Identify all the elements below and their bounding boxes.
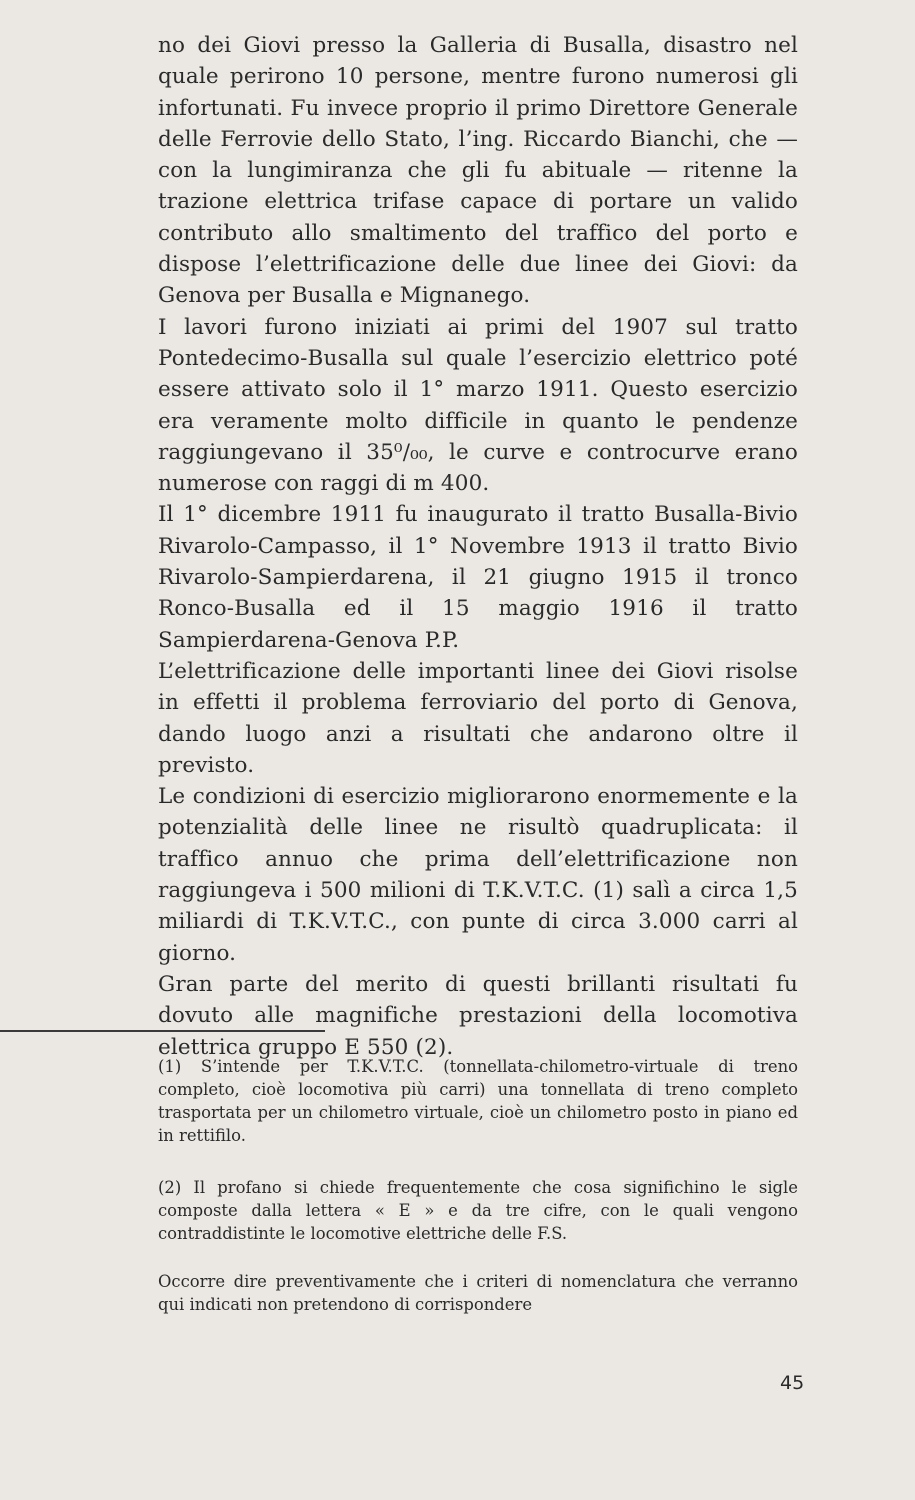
paragraph: no dei Giovi presso la Galleria di Busalla, disastro nel quale perirono 10 persone, mentre furono numerosi gli infortunati. Fu invece proprio il primo Direttore Generale delle Ferrovie dello Stato, l’ing. Riccardo Bianchi, che — con la lungimiranza che gli fu abituale — ritenne la trazione elettrica trifase capace di portare un valido contributo allo smaltimento del traffico del porto e dispose l’elettrificazione delle due linee dei Giovi: da Genova per Busalla e Mignanego.: [158, 33, 798, 309]
page-number: 45: [780, 1372, 805, 1394]
footnote-2-continuation: [158, 1270, 798, 1316]
footnote-separator: [0, 1030, 325, 1032]
paragraph: L’elettrificazione delle importanti linee dei Giovi risolse in effetti il problema ferroviario del porto di Genova, dando luogo anzi a risultati che andarono oltre il previsto.: [158, 658, 798, 778]
footnote-2: [158, 1176, 798, 1245]
paragraph: I lavori furono iniziati ai primi del 1907 sul tratto Pontedecimo-Busalla sul quale l’esercizio elettrico poté essere attivato solo il 1° marzo 1911. Questo esercizio era veramente molto difficile in quanto le pendenze raggiungevano il 35⁰/₀₀, le curve e controcurve erano numerose con raggi di m 400.: [158, 314, 798, 497]
footnote-1: [158, 1055, 798, 1147]
paragraph: Il 1° dicembre 1911 fu inaugurato il tratto Busalla-Bivio Rivarolo-Campasso, il 1° Novembre 1913 il tratto Bivio Rivarolo-Sampierdarena, il 21 giugno 1915 il tronco Ronco-Busalla ed il 15 maggio 1916 il tratto Sampierdarena-Genova P.P.: [158, 502, 798, 653]
paragraph: Le condizioni di esercizio migliorarono enormemente e la potenzialità delle linee ne risultò quadruplicata: il traffico annuo che prima dell’elettrificazione non raggiungeva i 500 milioni di T.K.V.T.C. (1) salì a circa 1,5 miliardi di T.K.V.T.C., con punte di circa 3.000 carri al giorno.: [158, 784, 798, 966]
footnote-text: Occorre dire preventivamente che i criteri di nomenclatura che verranno qui indicati non pretendono di corrispondere: [158, 1272, 798, 1314]
paragraph: Gran parte del merito di questi brillanti risultati fu dovuto alle magnifiche prestazioni della locomotiva elettrica gruppo E 550 (2).: [158, 971, 798, 1060]
footnote-text: (2) Il profano si chiede frequentemente che cosa significhino le sigle composte dalla lettera « E » e da tre cifre, con le quali vengono contraddistinte le locomotive elettriche delle F.S.: [158, 1178, 798, 1243]
footnote-text: (1) S’intende per T.K.V.T.C. (tonnellata-chilometro-virtuale di treno completo, cioè locomotiva più carri) una tonnellata di treno completo trasportata per un chilometro virtuale, cioè un chilometro posto in piano ed in rettifilo.: [158, 1057, 798, 1145]
main-text: [158, 30, 798, 1063]
